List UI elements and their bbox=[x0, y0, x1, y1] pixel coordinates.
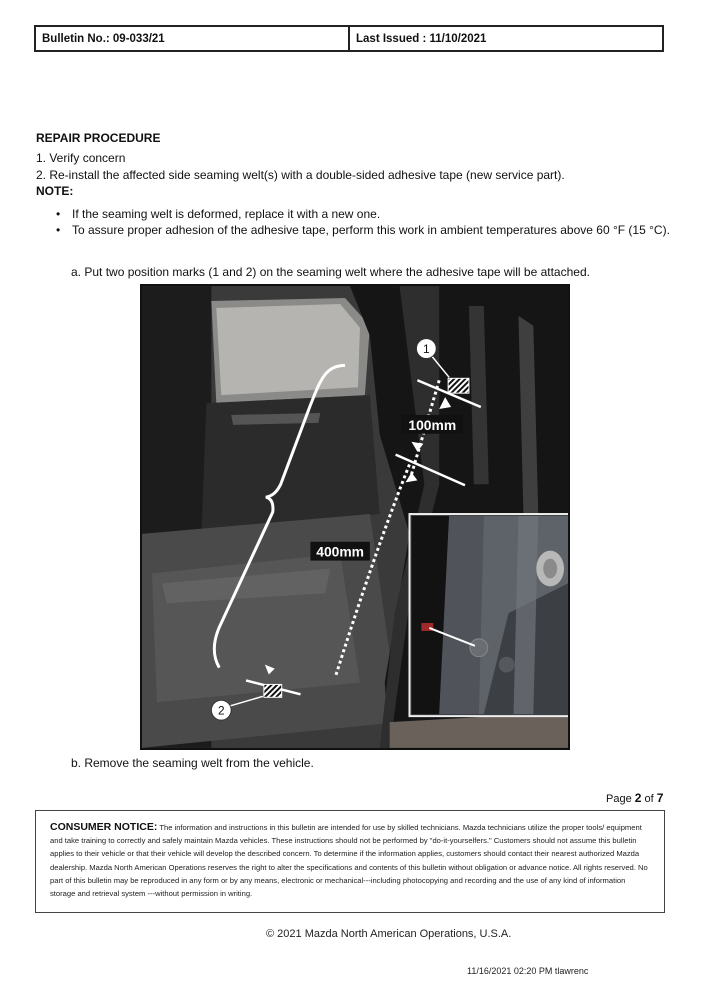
bulletin-header bbox=[34, 25, 664, 52]
substep-a: a. Put two position marks (1 and 2) on the seaming welt where the adhesive tape will be attached. bbox=[71, 265, 590, 279]
dimension-400mm: 400mm bbox=[316, 543, 365, 560]
copyright: © 2021 Mazda North American Operations, U.S.A. bbox=[266, 928, 512, 940]
page-current: 2 bbox=[634, 791, 642, 805]
section-title: REPAIR PROCEDURE bbox=[36, 131, 161, 145]
step-2: 2. Re-install the affected side seaming welt(s) with a double-sided adhesive tape (new service part). bbox=[36, 168, 565, 182]
seaming-welt-photo bbox=[142, 286, 568, 748]
step-1: 1. Verify concern bbox=[36, 151, 126, 165]
page-of: of bbox=[644, 793, 654, 805]
page-total: 7 bbox=[656, 791, 664, 805]
bulletin-number: Bulletin No.: 09-033/21 bbox=[42, 32, 165, 45]
consumer-notice bbox=[35, 810, 665, 913]
procedure-figure bbox=[140, 284, 570, 750]
dimension-100mm: 100mm bbox=[408, 416, 457, 433]
note-item: • To assure proper adhesion of the adhesive tape, perform this work in ambient temperatures above 60 °F (15 °C). bbox=[56, 223, 670, 238]
last-issued-date: Last Issued : 11/10/2021 bbox=[348, 27, 662, 50]
print-stamp: 11/16/2021 02:20 PM tlawrenc bbox=[467, 966, 589, 976]
note-item: • If the seaming welt is deformed, replace it with a new one. bbox=[56, 207, 670, 222]
callout-2: 2 bbox=[217, 703, 225, 718]
consumer-notice-text: The information and instructions in this bulletin are intended for use by skilled technicians. Mazda technicians utilize the proper tools/ equipment and take training to correctly and safely maintain Mazda vehicles. These instructions should not be performed by "do-it-yourselfers." Customers should not assume this bulletin applies to their vehicle or that their vehicle will develop the described concern. To determine if the information applies, customers should contact their nearest authorized Mazda dealership. Mazda North American Operations reserves the right to alter the specifications and contents of this bulletin without obligation or advance notice. All rights reserved. No part of this bulletin may be reproduced in any form or by any means, electronic or mechanical---including photocopying and recording and the use of any kind of information storage and retrieval system ---without permission in writing. bbox=[50, 823, 648, 899]
inset-detail-photo bbox=[409, 514, 568, 716]
substep-b: b. Remove the seaming welt from the vehicle. bbox=[71, 756, 314, 770]
note-label: NOTE: bbox=[36, 184, 74, 198]
page-prefix: Page bbox=[606, 793, 632, 805]
page-indicator bbox=[606, 791, 663, 805]
callout-1: 1 bbox=[423, 342, 430, 357]
note-list bbox=[56, 207, 670, 239]
consumer-notice-label: CONSUMER NOTICE: bbox=[50, 821, 158, 833]
